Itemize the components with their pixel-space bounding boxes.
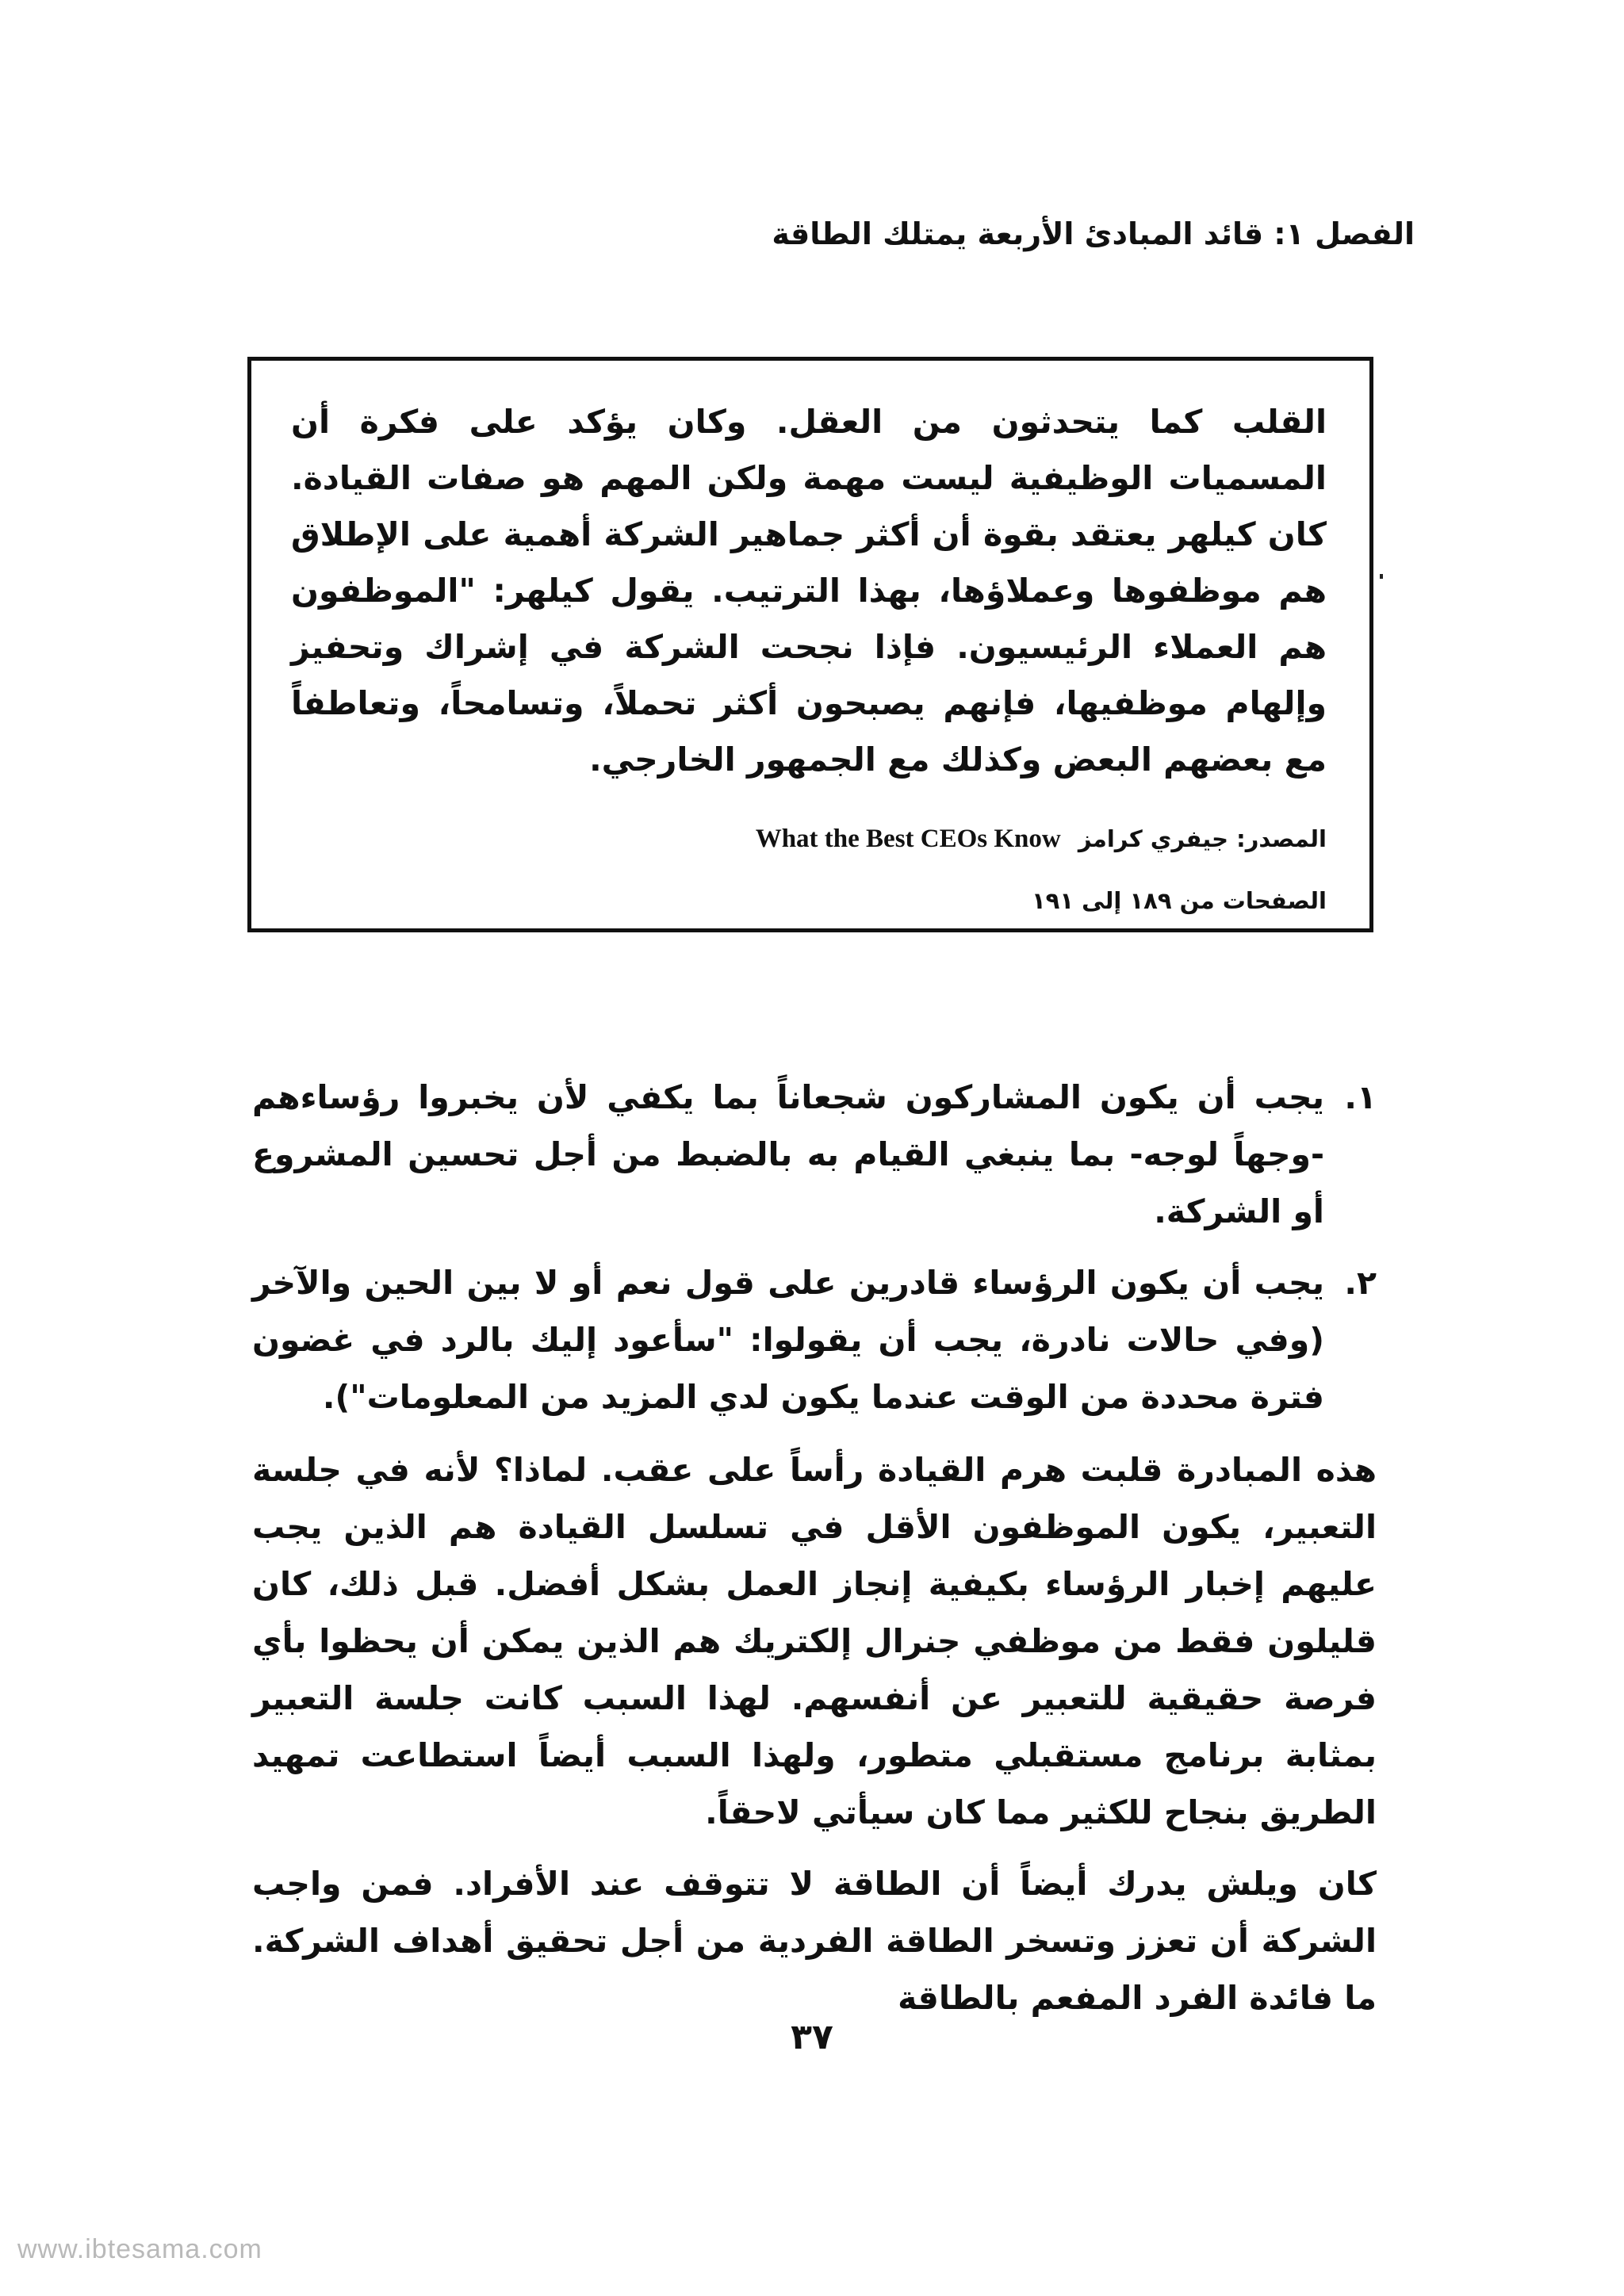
quote-pages: الصفحات من ١٨٩ إلى ١٩١ [1031, 887, 1327, 914]
quote-text: القلب كما يتحدثون من العقل. وكان يؤكد على فكرة أن المسميات الوظيفية ليست مهمة ولكن المهم هو صفات القيادة. كان كيلهر يعتقد بقوة أن أكثر جماهير الشركة أهمية على الإطلاق هم موظفوها وعملاؤها، بهذا الترتيب. يقول كيلهر: "الموظفون هم العملاء الرئيسيون. فإذا نجحت الشركة في إشراك وتحفيز وإلهام موظفيها، فإنهم يصبحون أكثر تحملاً، وتسامحاً، وتعاطفاً مع بعضهم البعض وكذلك مع الجمهور الخارجي. [291, 403, 1327, 779]
quote-source-book: What the Best CEOs Know [755, 825, 1061, 853]
chapter-title: الفصل ١: قائد المبادئ الأربعة يمتلك الطاقة [772, 216, 1415, 251]
list-item [252, 1254, 1377, 1425]
watermark: www.ibtesama.com [17, 2234, 262, 2264]
quote-box [247, 357, 1373, 932]
body-paragraph: كان ويلش يدرك أيضاً أن الطاقة لا تتوقف عند الأفراد. فمن واجب الشركة أن تعزز وتسخر الطاقة الفردية من أجل تحقيق أهداف الشركة. ما فائدة الفرد المفعم بالطاقة [252, 1865, 1377, 2017]
numbered-list [252, 1069, 1377, 1425]
body-paragraph: هذه المبادرة قلبت هرم القيادة رأساً على عقب. لماذا؟ لأنه في جلسة التعبير، يكون الموظفون الأقل في تسلسل القيادة هم الذين يجب عليهم إخبار الرؤساء بكيفية إنجاز العمل بشكل أفضل. قبل ذلك، كان قليلون فقط من موظفي جنرال إلكتريك هم الذين يمكن أن يحظوا بأي فرصة حقيقية للتعبير عن أنفسهم. لهذا السبب كانت جلسة التعبير بمثابة برنامج مستقبلي متطور، ولهذا السبب أيضاً استطاعت تمهيد الطريق بنجاح للكثير مما كان سيأتي لاحقاً. [252, 1451, 1377, 1831]
list-item-text: يجب أن يكون الرؤساء قادرين على قول نعم أو لا بين الحين والآخر (وفي حالات نادرة، يجب أن يقولوا: "سأعود إليك بالرد في غضون فترة محددة من الوقت عندما يكون لدي المزيد من المعلومات"). [252, 1264, 1324, 1416]
main-content [252, 1069, 1377, 2041]
list-item [252, 1069, 1377, 1240]
quote-source-label: المصدر: جيفري كرامز [1078, 825, 1327, 852]
page-number: ٣٧ [791, 2017, 833, 2057]
scan-speck [1380, 574, 1383, 579]
quote-source [291, 821, 1327, 856]
list-item-number: ٢. [1344, 1264, 1377, 1302]
list-item-number: ١. [1344, 1078, 1377, 1116]
list-item-text: يجب أن يكون المشاركون شجعاناً بما يكفي لأن يخبروا رؤساءهم -وجهاً لوجه- بما ينبغي القيام به بالضبط من أجل تحسين المشروع أو الشركة. [252, 1078, 1324, 1230]
